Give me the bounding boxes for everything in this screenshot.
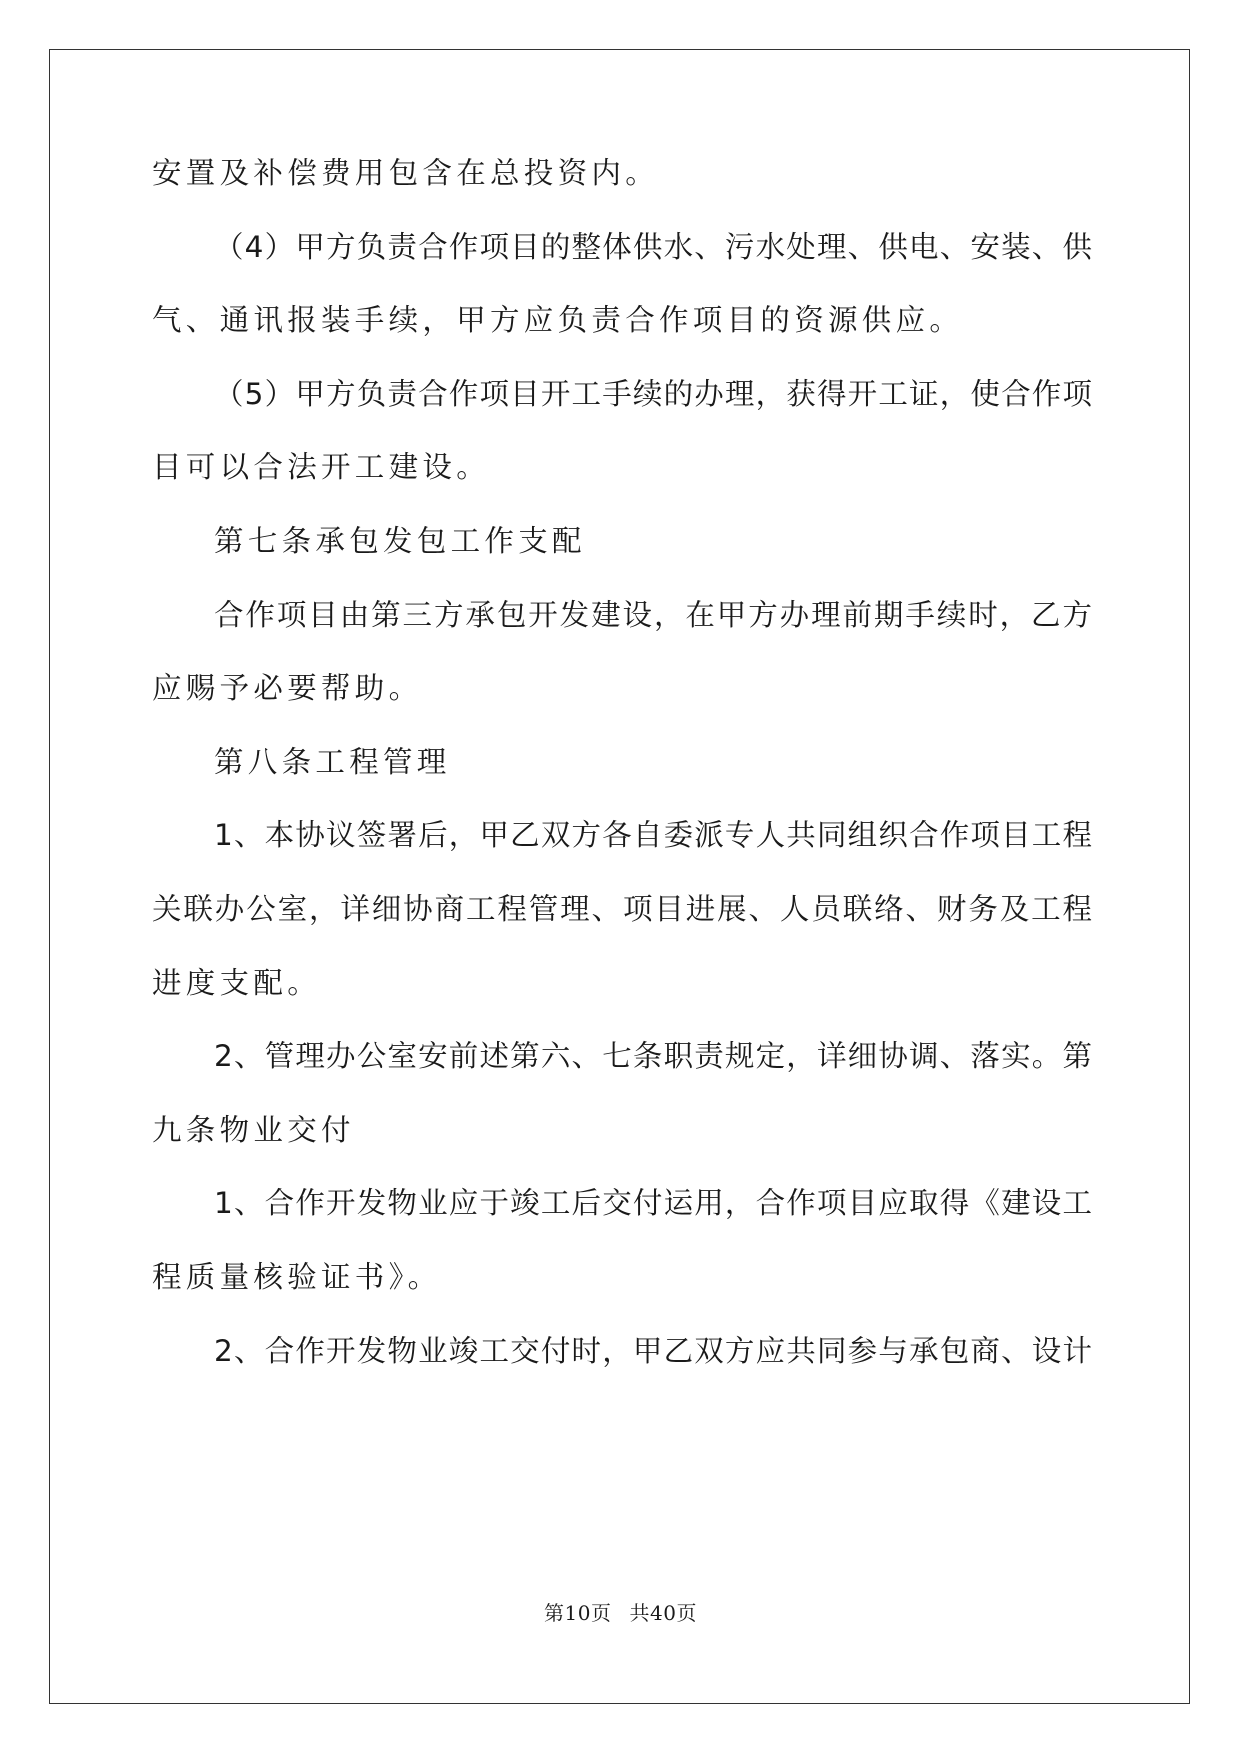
text-line: 气、通讯报装手续，甲方应负责合作项目的资源供应。	[152, 303, 964, 338]
page-footer	[0, 1597, 1241, 1626]
text-line: 合作项目由第三方承包开发建设，在甲方办理前期手续时，乙方	[214, 597, 1092, 632]
text-line: 2、合作开发物业竣工交付时，甲乙双方应共同参与承包商、设计	[214, 1333, 1092, 1368]
text-line: 1、合作开发物业应于竣工后交付运用，合作项目应取得《建设工	[214, 1186, 1092, 1221]
text-line: （4）甲方负责合作项目的整体供水、污水处理、供电、安装、供	[214, 229, 1092, 264]
current-page-label: 第10页	[544, 1601, 612, 1625]
text-line: 2、管理办公室安前述第六、七条职责规定，详细协调、落实。第	[214, 1039, 1092, 1074]
text-line: 安置及补偿费用包含在总投资内。	[152, 156, 660, 190]
text-line: 1、本协议签署后，甲乙双方各自委派专人共同组织合作项目工程	[214, 818, 1092, 853]
text-line: 目可以合法开工建设。	[152, 450, 491, 485]
text-line: 关联办公室，详细协商工程管理、项目进展、人员联络、财务及工程	[152, 892, 1092, 926]
text-line: 第八条工程管理	[214, 744, 451, 779]
page-border	[49, 49, 1190, 1704]
text-line: 第七条承包发包工作支配	[214, 524, 586, 558]
text-line: 程质量核验证书》。	[152, 1260, 442, 1294]
text-line: 进度支配。	[152, 965, 322, 1000]
text-line: 九条物业交付	[152, 1112, 355, 1147]
total-pages-label: 共40页	[629, 1601, 697, 1625]
text-line: （5）甲方负责合作项目开工手续的办理，获得开工证，使合作项	[214, 376, 1092, 411]
text-line: 应赐予必要帮助。	[152, 671, 423, 706]
